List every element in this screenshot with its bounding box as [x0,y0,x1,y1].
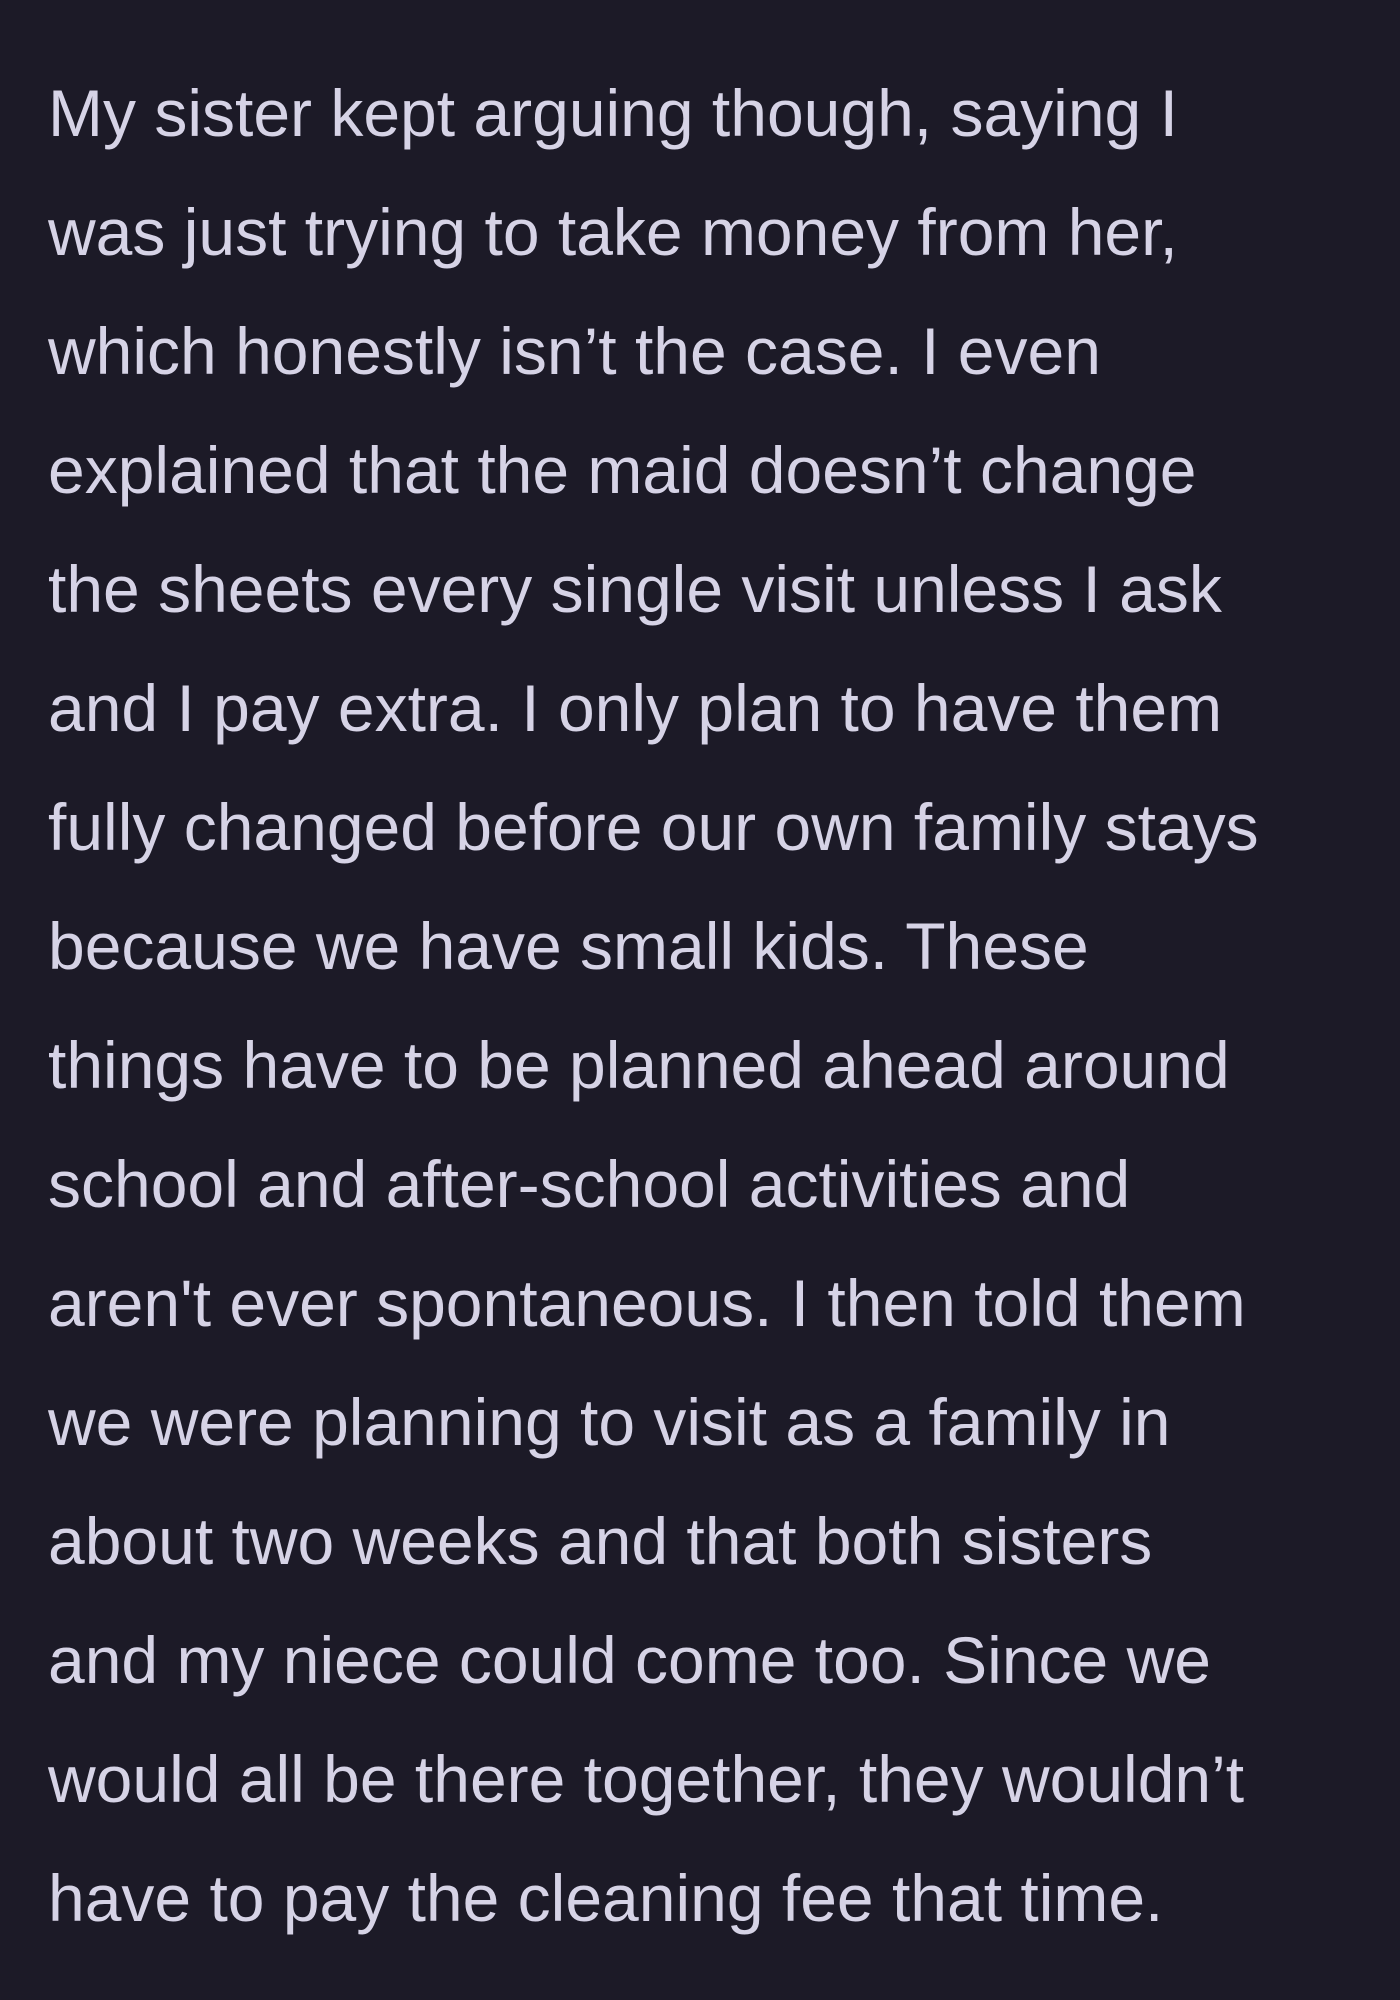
text-line: about two weeks and that both sisters [48,1504,1153,1578]
text-line: school and after-school activities and [48,1147,1131,1221]
text-line: My sister kept arguing though, saying I [48,76,1178,150]
text-line: was just trying to take money from her, [48,195,1178,269]
post-body [48,54,1388,1958]
text-line: would all be there together, they wouldn’t [48,1742,1245,1816]
text-line: have to pay the cleaning fee that time. [48,1861,1164,1935]
text-line: which honestly isn’t the case. I even [48,314,1101,388]
text-line: and my niece could come too. Since we [48,1623,1211,1697]
text-line: things have to be planned ahead around [48,1028,1230,1102]
text-line: fully changed before our own family stays [48,790,1259,864]
text-line: aren't ever spontaneous. I then told them [48,1266,1246,1340]
text-line: because we have small kids. These [48,909,1089,983]
text-line: and I pay extra. I only plan to have them [48,671,1223,745]
text-line: explained that the maid doesn’t change [48,433,1197,507]
text-line: we were planning to visit as a family in [48,1385,1171,1459]
text-line: the sheets every single visit unless I ask [48,552,1222,626]
